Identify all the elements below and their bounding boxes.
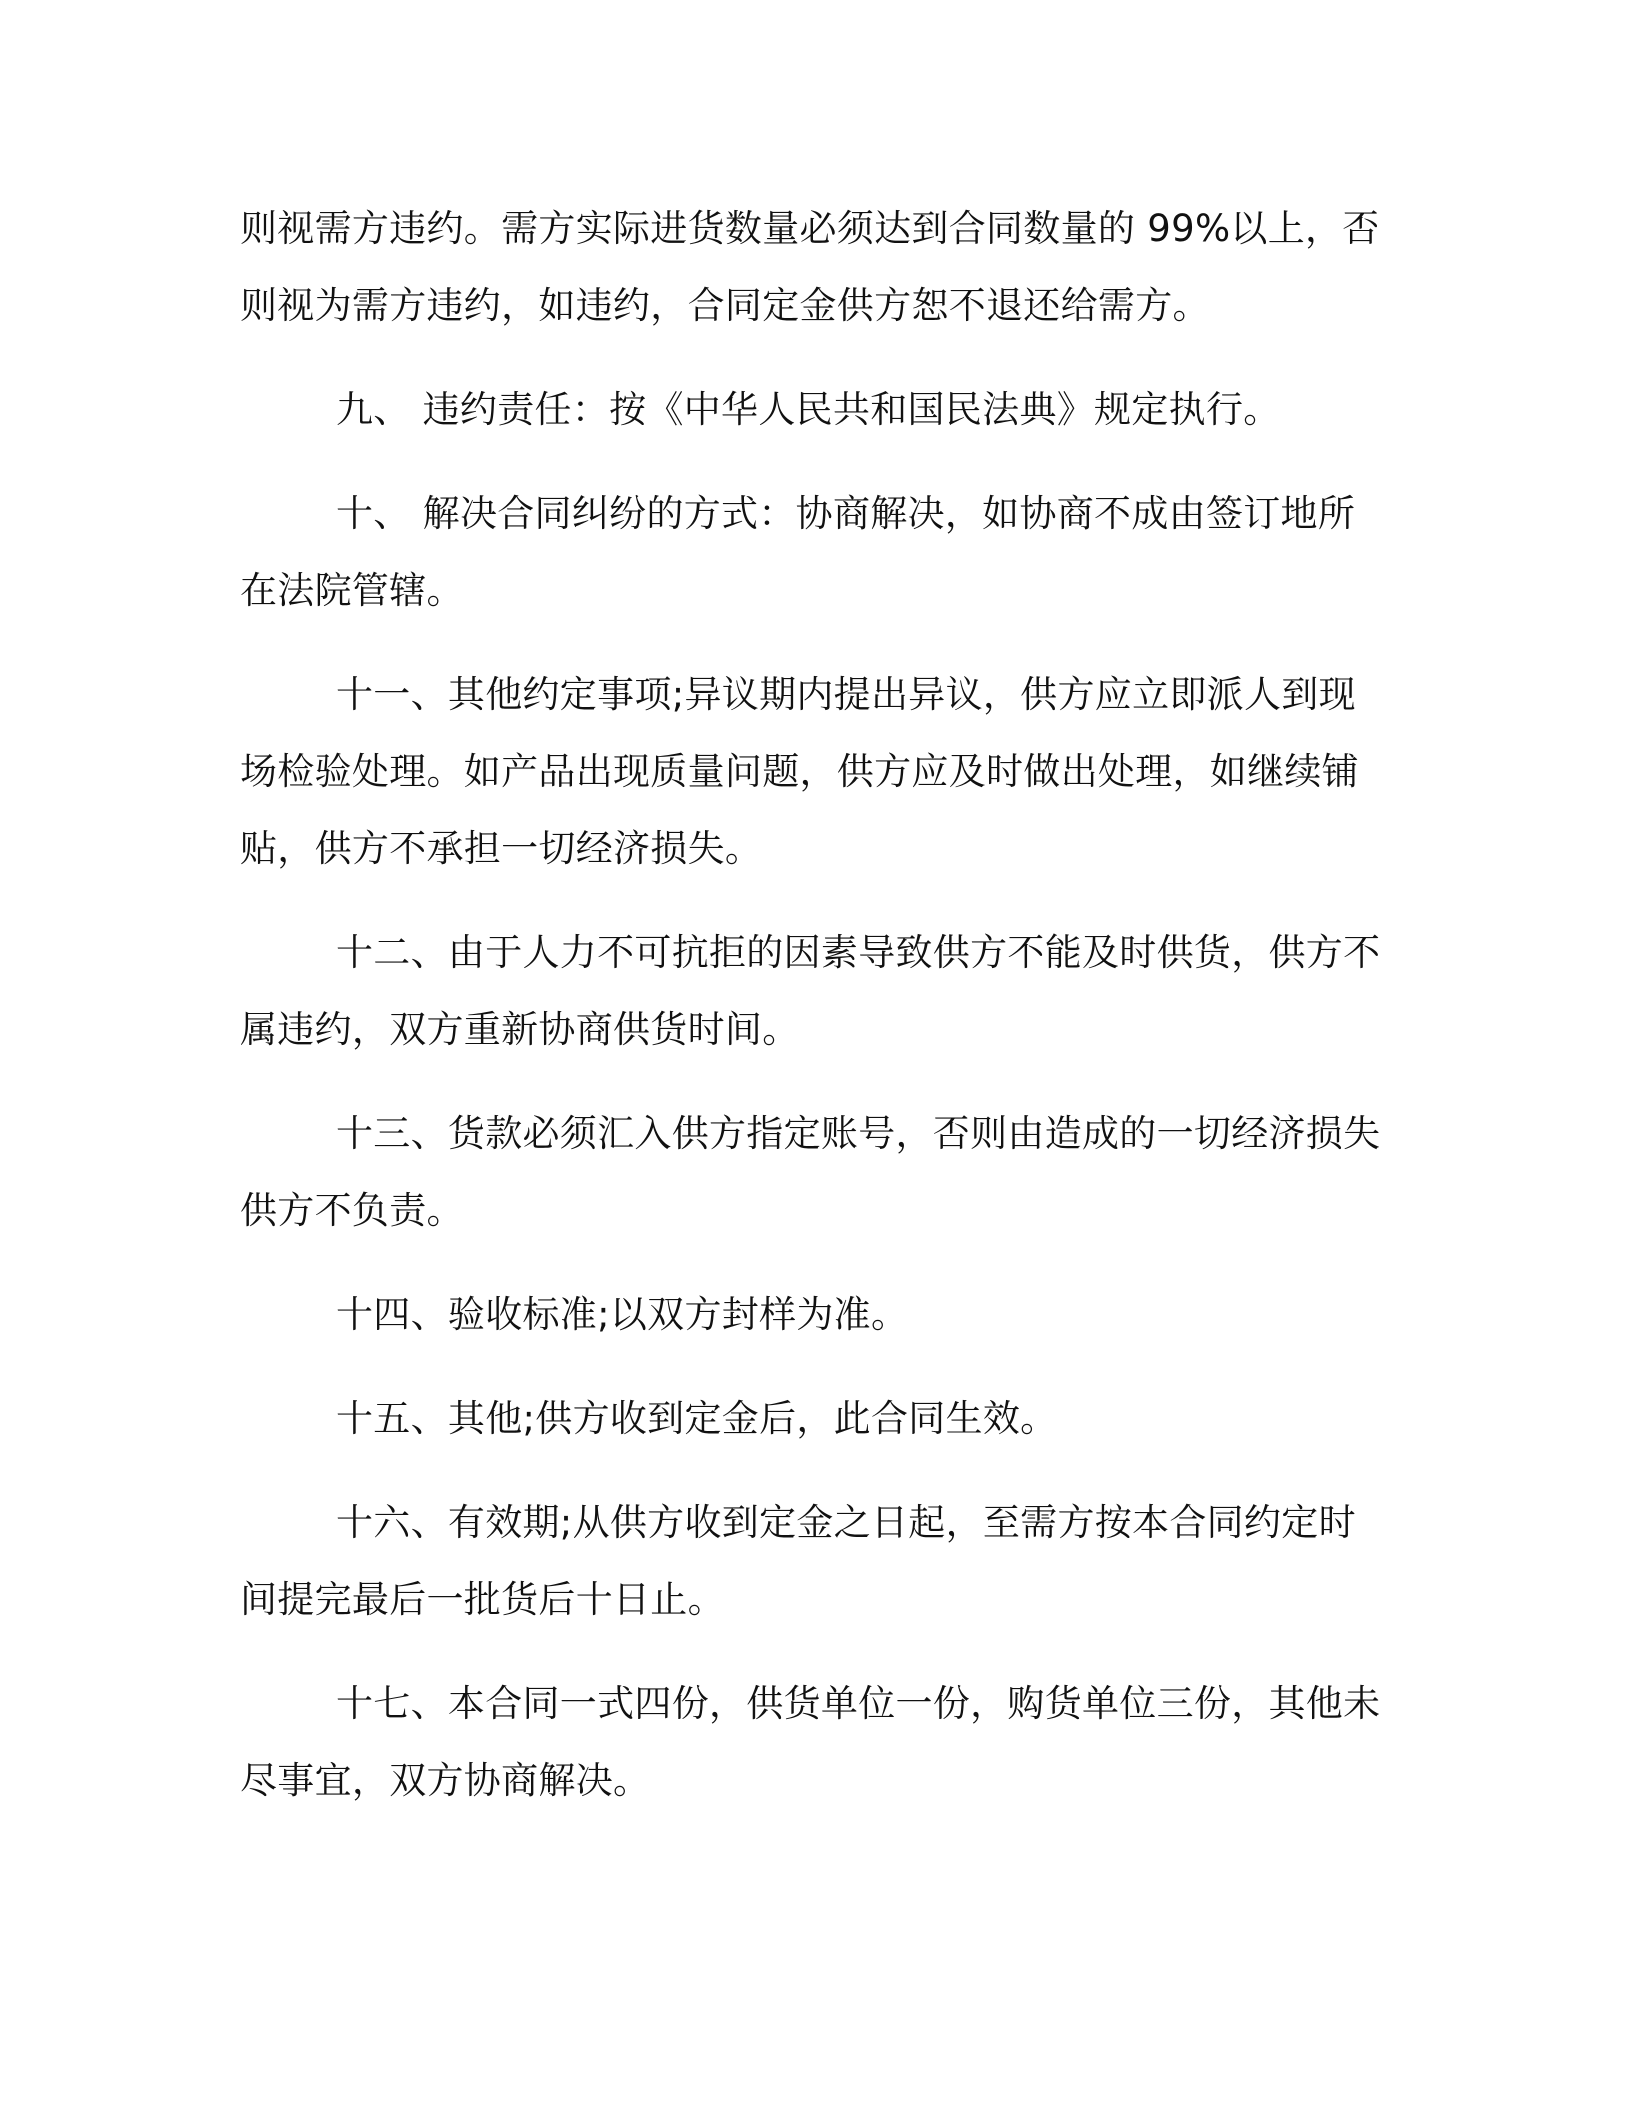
- clause-16-validity-period: 十六、有效期;从供方收到定金之日起，至需方按本合同约定时间提完最后一批货后十日止。: [240, 1501, 1356, 1621]
- clause-15-effectiveness: 十五、其他;供方收到定金后，此合同生效。: [336, 1397, 1058, 1440]
- clause-9-liability: 九、 违约责任：按《中华人民共和国民法典》规定执行。: [336, 388, 1281, 431]
- paragraph-continuation: 则视需方违约。需方实际进货数量必须达到合同数量的 99%以上，否则视为需方违约，如违约，合同定金供方恕不退还给需方。: [240, 207, 1380, 327]
- contract-text-body: [240, 190, 1390, 1846]
- clause-10-dispute-resolution: 十、 解决合同纠纷的方式：协商解决，如协商不成由签订地所在法院管辖。: [240, 492, 1356, 612]
- clause-12-force-majeure: 十二、由于人力不可抗拒的因素导致供方不能及时供货，供方不属违约，双方重新协商供货时间。: [240, 931, 1381, 1051]
- clause-11-other-terms: 十一、其他约定事项;异议期内提出异议，供方应立即派人到现场检验处理。如产品出现质量问题，供方应及时做出处理，如继续铺贴，供方不承担一切经济损失。: [240, 673, 1359, 870]
- clause-14-acceptance-standard: 十四、验收标准;以双方封样为准。: [336, 1293, 909, 1336]
- clause-13-payment-account: 十三、货款必须汇入供方指定账号，否则由造成的一切经济损失供方不负责。: [240, 1112, 1381, 1232]
- clause-17-copies: 十七、本合同一式四份，供货单位一份，购货单位三份，其他未尽事宜，双方协商解决。: [240, 1682, 1381, 1802]
